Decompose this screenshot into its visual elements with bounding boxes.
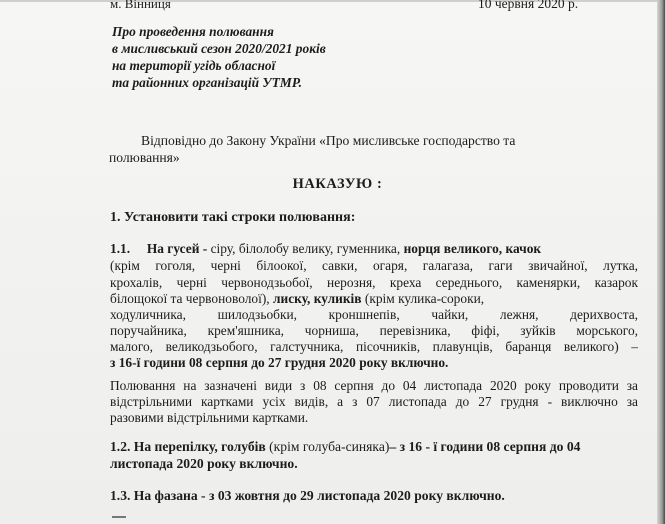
paragraph-1-1-period: з 16-ї години 08 серпня до 27 грудня 2020 року включно. — [110, 355, 449, 370]
paragraph-number: 1.1. — [110, 241, 131, 256]
subject-line-4: та районних організацій УТМР. — [112, 75, 303, 90]
paragraph-1-2-period-start: – з 16 - ї години 08 серпня до 04 — [389, 439, 581, 454]
paragraph-1-1-line-1 — [110, 241, 638, 256]
game-category-quail-pigeons: 1.2. На перепілку, голубів — [110, 439, 266, 454]
paragraph-1-1-line-2: (крім гоголя, черні білоокої, савки, огаря, галагаза, гаги звичайної, лутка, — [110, 258, 638, 273]
species-list-text: (крім кулика-сороки, — [361, 291, 485, 306]
game-category-ducks: норця великого, качок — [403, 241, 542, 256]
species-list-text: сіру, білолобу велику, гуменника, — [207, 241, 404, 256]
subject-line-3: на території угідь обласної — [112, 58, 276, 73]
note-line-1: Полювання на зазначені види з 08 серпня до 04 листопада 2020 року проводити за — [110, 378, 638, 393]
document-city: м. Вінниця — [110, 0, 171, 11]
paragraph-1-1-line-4 — [110, 291, 638, 306]
document-date: 10 червня 2020 р. — [478, 0, 579, 11]
species-list-text: білощокої та червоноволої), — [110, 291, 273, 306]
species-exception-text: (крім голуба-синяка) — [265, 439, 390, 454]
paragraph-1-2-line-2: листопада 2020 року включно. — [110, 456, 298, 471]
paragraph-1-1-line-3: крохалів, черні червонодзьобої, нерозня, креха середнього, каменярки, казарок — [110, 275, 638, 290]
paragraph-1-1-line-5: ходуличника, шилодзьобки, кроншнепів, чайки, лежня, дерихвоста, — [110, 307, 638, 322]
section-1-heading: 1. Установити такі строки полювання: — [110, 210, 356, 225]
subject-line-2: в мисливський сезон 2020/2021 років — [112, 41, 326, 56]
preamble-line-1: Відповідно до Закону України «Про мисливське господарство та — [141, 133, 516, 148]
order-title: НАКАЗУЮ : — [292, 176, 383, 192]
game-category-coots-waders: лиску, куликів — [272, 291, 362, 306]
paragraph-1-1-line-7: малого, великодзьобого, галстучника, пісочників, плавунців, баранця великого) – — [110, 339, 638, 354]
subject-line-1: Про проведення полювання — [112, 24, 274, 39]
paragraph-1-2-line-1 — [110, 439, 638, 454]
paragraph-1-1-line-6: поручайника, крем'яшника, чорниша, перевізника, фіфі, зуйків морського, — [110, 323, 638, 338]
preamble-line-2: полювання» — [109, 150, 180, 165]
paragraph-1-3: 1.3. На фазана - з 03 жовтня до 29 листопада 2020 року включно. — [110, 488, 505, 503]
note-line-3: разовими відстрільними картками. — [110, 410, 309, 425]
page-right-edge — [657, 0, 665, 524]
game-category-geese: На гусей - — [146, 241, 208, 256]
note-line-2: відстрільними картками усіх видів, а з 07 листопада до 27 грудня - виключно за — [110, 394, 638, 409]
cut-off-text-fragment — [112, 516, 126, 524]
